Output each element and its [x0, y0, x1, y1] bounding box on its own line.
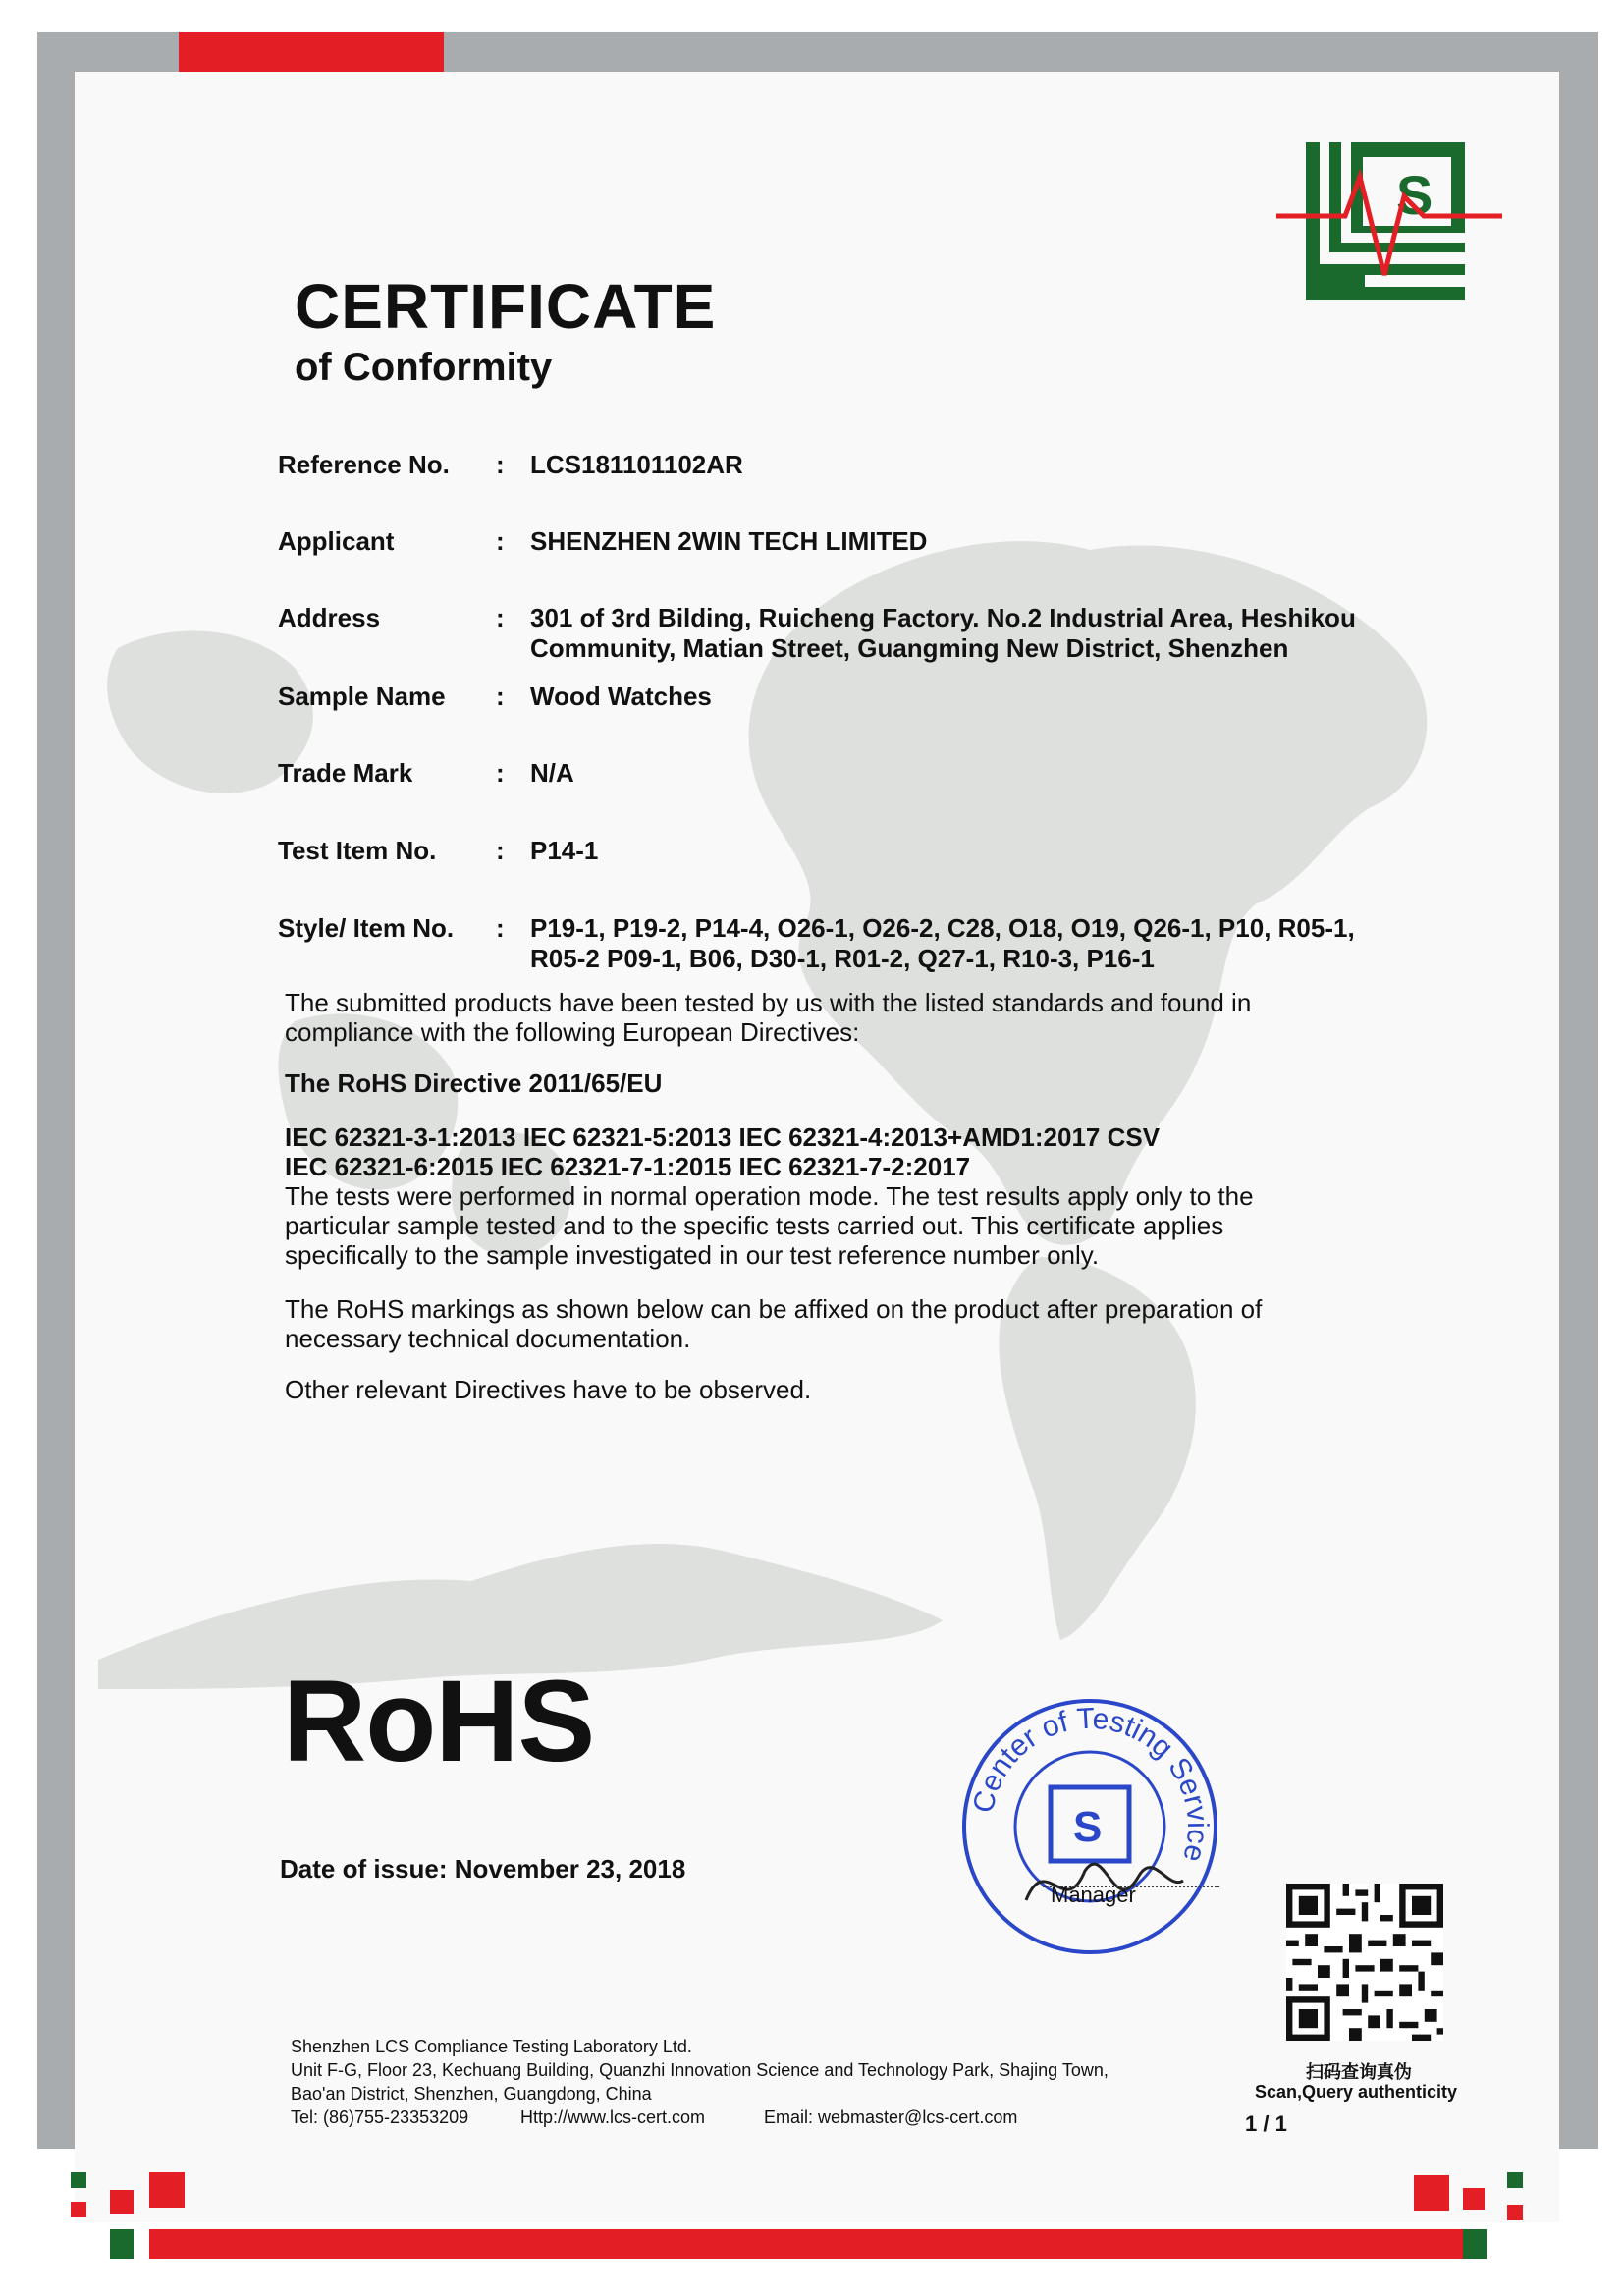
footer-email: Email: webmaster@lcs-cert.com	[764, 2107, 1018, 2127]
svg-text:S: S	[1396, 164, 1434, 226]
deco-square	[110, 2190, 134, 2214]
deco-square	[110, 2229, 134, 2259]
address-label: Address	[278, 603, 381, 632]
sample-name-value: Wood Watches	[530, 682, 712, 711]
page-number: 1 / 1	[1245, 2111, 1287, 2136]
test-item-label: Test Item No.	[278, 836, 437, 865]
style-item-colon: :	[496, 913, 505, 943]
trade-mark-colon: :	[496, 758, 505, 788]
trade-mark-value: N/A	[530, 758, 574, 788]
footer-website: Http://www.lcs-cert.com	[520, 2107, 706, 2127]
footer-tel: Tel: (86)755-23353209	[291, 2107, 469, 2127]
frame-left-bar	[37, 32, 75, 2149]
other-directives-paragraph: Other relevant Directives have to be observed.	[285, 1375, 812, 1404]
deco-square	[1463, 2188, 1485, 2210]
applicant-label: Applicant	[278, 526, 395, 556]
address-colon: :	[496, 603, 505, 632]
stamp-ring-text: Center of Testing Service	[966, 1702, 1215, 1866]
frame-red-accent	[179, 32, 444, 72]
directive-heading: The RoHS Directive 2011/65/EU	[285, 1068, 663, 1098]
deco-square	[149, 2172, 185, 2208]
lcs-logo-icon	[1276, 137, 1502, 314]
qr-code-icon	[1286, 1884, 1443, 2041]
footer-address-line-1: Unit F-G, Floor 23, Kechuang Building, Quanzhi Innovation Science and Technology Park, Shajing Town,	[291, 2060, 1109, 2080]
deco-square	[1414, 2175, 1449, 2211]
applicant-colon: :	[496, 526, 505, 556]
test-item-value: P14-1	[530, 836, 599, 865]
deco-square	[1507, 2172, 1523, 2188]
certificate-title: CERTIFICATE	[295, 271, 717, 342]
style-item-label: Style/ Item No.	[278, 913, 455, 943]
marking-paragraph: The RoHS markings as shown below can be affixed on the product after preparation of necessary technical documentation.	[285, 1294, 1263, 1353]
footer-address-line-2: Bao'an District, Shenzhen, Guangdong, China	[291, 2084, 652, 2104]
test-item-colon: :	[496, 836, 505, 865]
qr-caption-english: Scan,Query authenticity	[1255, 2082, 1458, 2102]
standards-line-2: IEC 62321-6:2015 IEC 62321-7-1:2015 IEC 62321-7-2:2017	[285, 1152, 971, 1181]
standards-line-1: IEC 62321-3-1:2013 IEC 62321-5:2013 IEC 62321-4:2013+AMD1:2017 CSV	[285, 1122, 1161, 1152]
style-item-value: P19-1, P19-2, P14-4, O26-1, O26-2, C28, O18, O19, Q26-1, P10, R05-1, R05-2 P09-1, B06, D30-1, R01-2, Q27-1, R10-3, P16-1	[530, 913, 1355, 973]
bottom-red-bar	[149, 2229, 1465, 2259]
deco-square	[1507, 2205, 1523, 2220]
qr-caption-chinese: 扫码查询真伪	[1306, 2062, 1412, 2082]
applicant-value: SHENZHEN 2WIN TECH LIMITED	[530, 526, 928, 556]
deco-square	[71, 2172, 86, 2188]
intro-paragraph: The submitted products have been tested by us with the listed standards and found in compliance with the following European Directives:	[285, 988, 1252, 1047]
reference-colon: :	[496, 450, 505, 479]
trade-mark-label: Trade Mark	[278, 758, 413, 788]
certificate-subtitle: of Conformity	[295, 346, 553, 389]
reference-label: Reference No.	[278, 450, 450, 479]
reference-value: LCS181101102AR	[530, 450, 743, 479]
deco-square	[71, 2202, 86, 2217]
rohs-mark: RoHS	[283, 1657, 595, 1786]
testing-service-stamp	[957, 1694, 1222, 1959]
tests-paragraph: The tests were performed in normal operation mode. The test results apply only to the particular sample tested and to the specific tests carried out. This certificate applies specifically to the sample investigated in our test reference number only.	[285, 1181, 1254, 1270]
frame-right-bar	[1559, 32, 1598, 2149]
manager-label: Manager	[1051, 1883, 1136, 1907]
sample-name-label: Sample Name	[278, 682, 446, 711]
footer-company: Shenzhen LCS Compliance Testing Laboratory Ltd.	[291, 2037, 692, 2056]
sample-name-colon: :	[496, 682, 505, 711]
deco-square	[1463, 2229, 1487, 2259]
address-value: 301 of 3rd Bilding, Ruicheng Factory. No.2 Industrial Area, Heshikou Community, Matian Street, Guangming New District, Shenzhen	[530, 603, 1356, 663]
date-of-issue: Date of issue: November 23, 2018	[280, 1854, 686, 1884]
svg-text:S: S	[1073, 1803, 1103, 1851]
